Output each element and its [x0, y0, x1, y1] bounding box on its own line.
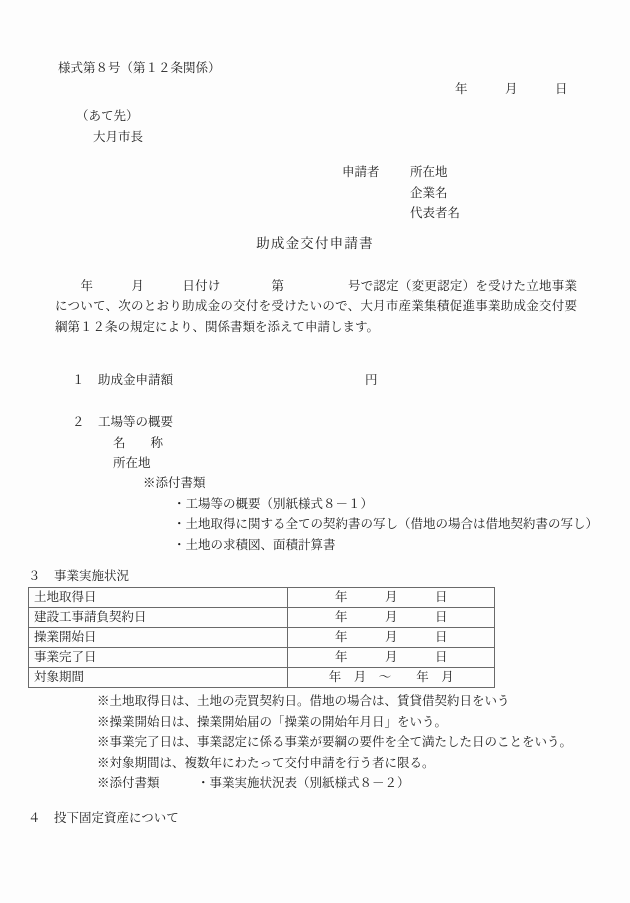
applicant-company-field: 企業名	[410, 186, 448, 200]
applicant-representative-field: 代表者名	[410, 206, 461, 220]
section-2-location-field: 所在地	[113, 456, 151, 470]
table-row	[29, 608, 495, 628]
table-cell-value[interactable]: 年 月 日	[288, 648, 495, 668]
section-1-number: １	[72, 373, 85, 387]
section-3-note: ※添付書類 ・事業実施状況表（別紙様式８－２）	[97, 776, 410, 790]
applicant-location-field: 所在地	[410, 165, 448, 179]
section-4-number: ４	[28, 811, 41, 825]
section-2-attachments-label: ※添付書類	[143, 476, 206, 490]
table-cell-value[interactable]: 年 月 日	[288, 588, 495, 608]
date-line: 年 月 日	[455, 82, 568, 96]
section-3-number: ３	[28, 569, 41, 583]
applicant-label: 申請者	[342, 165, 380, 179]
table-cell-value[interactable]: 年 月 日	[288, 608, 495, 628]
section-2-label: 工場等の概要	[98, 415, 174, 429]
form-number: 様式第８号（第１２条関係）	[58, 61, 221, 75]
section-3-note: ※対象期間は、複数年にわたって交付申請を行う者に限る。	[97, 756, 435, 770]
table-cell-value[interactable]: 年 月 ～ 年 月	[288, 668, 495, 688]
section-3-note: ※事業完了日は、事業認定に係る事業が要綱の要件を全て満たした日のことをいう。	[97, 735, 573, 749]
addressee-name: 大月市長	[93, 130, 144, 144]
table-row	[29, 668, 495, 688]
table-cell-value[interactable]: 年 月 日	[288, 628, 495, 648]
table-row	[29, 648, 495, 668]
section-1-label: 助成金申請額	[98, 373, 174, 387]
table-row	[29, 588, 495, 608]
table-cell-label: 事業完了日	[29, 648, 288, 668]
section-2-attachment-item: ・土地取得に関する全ての契約書の写し（借地の場合は借地契約書の写し）	[173, 517, 599, 531]
section-2-number: ２	[72, 415, 85, 429]
document-title: 助成金交付申請書	[256, 236, 374, 251]
addressee-label: （あて先）	[76, 109, 139, 123]
section-3-label: 事業実施状況	[54, 569, 130, 583]
table-cell-label: 建設工事請負契約日	[29, 608, 288, 628]
section-3-note: ※操業開始日は、操業開始届の「操業の開始年月日」をいう。	[97, 715, 448, 729]
section-3-note: ※土地取得日は、土地の売買契約日。借地の場合は、賃貸借契約日をいう	[97, 694, 510, 708]
section-1-unit: 円	[365, 373, 378, 387]
table-cell-label: 土地取得日	[29, 588, 288, 608]
section-2-name-field: 名 称	[113, 436, 164, 450]
section-4-label: 投下固定資産について	[54, 811, 179, 825]
table-row	[29, 628, 495, 648]
table-cell-label: 操業開始日	[29, 628, 288, 648]
section-2-attachment-item: ・工場等の概要（別紙様式８－１）	[173, 497, 374, 511]
body-paragraph: 年 月 日付け 第 号で認定（変更認定）を受けた立地事業について、次のとおり助成金の交付を受けたいので、大月市産業集積促進事業助成金交付要綱第１２条の規定により、関係書類を添えて申請します。	[55, 279, 577, 334]
implementation-status-table	[28, 587, 495, 688]
section-2-attachment-item: ・土地の求積図、面積計算書	[173, 538, 336, 552]
table-cell-label: 対象期間	[29, 668, 288, 688]
